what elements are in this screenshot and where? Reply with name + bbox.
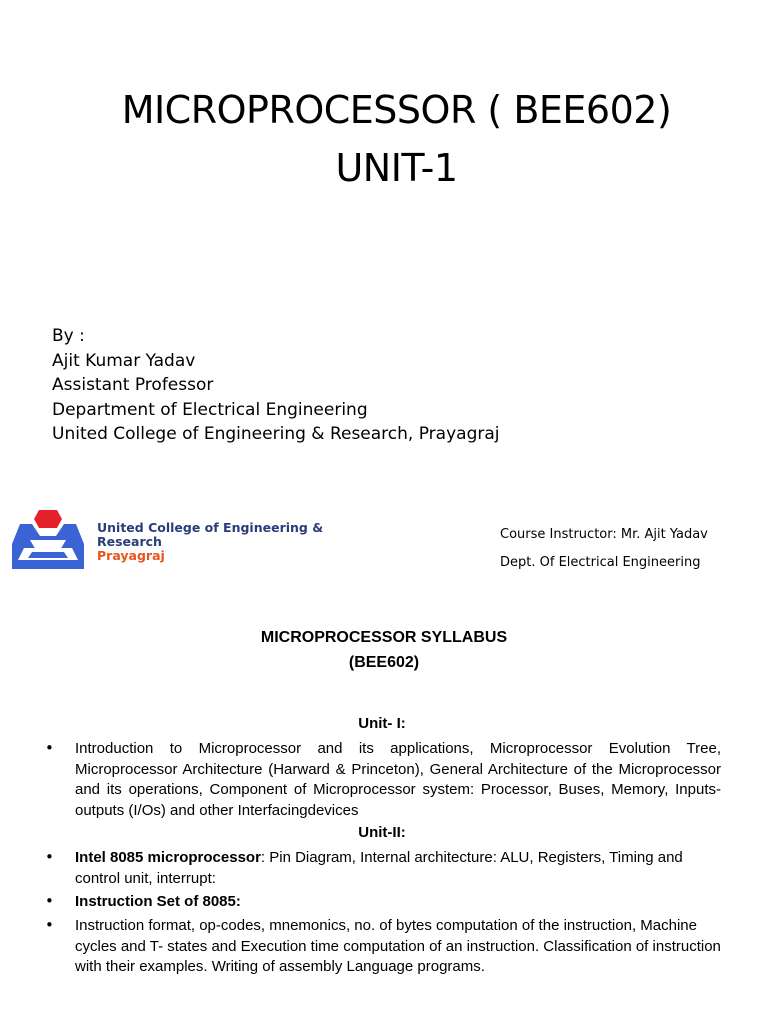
instructor-block [500,521,708,577]
instructor-dept: Dept. Of Electrical Engineering [500,555,701,570]
item-8085-text: : Pin Diagram, Internal architecture: ALU, Registers, Timing and control unit, interrupt: [75,849,683,887]
by-label: By : [52,326,85,346]
syllabus-item-instruction-format: Instruction format, op-codes, mnemonics, no. of bytes computation of the instruction, Machine cycles and T- states and Execution time computation of an instruction. Classification of instruction with their examples. Writing of assembly Language programs. [75,917,721,975]
unit-2-heading: Unit-II: [358,824,406,841]
college-name-line-2: Research [97,534,162,549]
syllabus-item-8085 [75,848,705,889]
course-instructor: Course Instructor: Mr. Ajit Yadav [500,527,708,542]
author-block [52,324,500,447]
author-name: Ajit Kumar Yadav [52,350,196,371]
item-8085-bold: Intel 8085 microprocessor [75,849,261,866]
bullet-icon: • [45,916,54,934]
author-department: Department of Electrical Engineering [52,399,368,420]
title-line-2: UNIT-1 [335,146,458,190]
unit-1-text: Introduction to Microprocessor and its applications, Microprocessor Evolution Tree, Microprocessor Architecture (Harward & Princeton), General Architecture of the Microprocessor and its operations, Component of Microprocessor system: Processor, Buses, Memory, Inputs-outputs (I/Os) and other Interfacingdevices [75,740,721,819]
syllabus-title-line-2: (BEE602) [348,654,420,671]
college-logo-icon [12,510,84,570]
bullet-icon: • [45,848,54,866]
unit-1-heading: Unit- I: [358,715,406,732]
college-name [97,521,323,563]
syllabus-item-instruction-set: Instruction Set of 8085: [75,893,241,910]
syllabus-title-line-1: MICROPROCESSOR SYLLABUS [260,629,508,646]
bullet-icon: • [45,892,54,910]
author-title: Assistant Professor [52,375,214,395]
bullet-icon: • [45,739,54,757]
title-line-1: MICROPROCESSOR ( BEE602) [121,88,672,132]
college-city: Prayagraj [97,548,165,563]
slide-title [0,81,768,197]
syllabus-title [0,625,768,675]
author-college: United College of Engineering & Research, Prayagraj [52,424,500,444]
college-name-line-1: United College of Engineering & [97,520,324,535]
